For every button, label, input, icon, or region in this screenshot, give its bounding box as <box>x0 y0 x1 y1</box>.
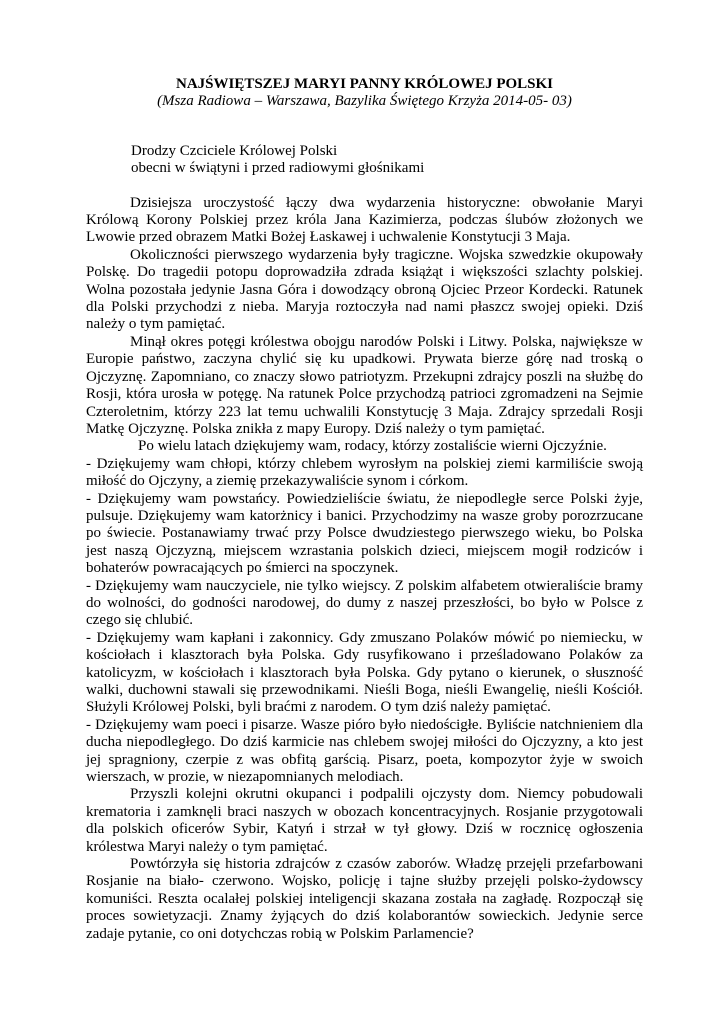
paragraph-traitors: Powtórzyła się historia zdrajców z czasów zaborów. Władzę przejęli przefarbowani Rosjanie na biało- czerwono. Wojsko, policję i tajne służby przejęli polsko-żydowscy komuniści. Reszta ocalałej polskiej inteligencji skazana została na zagładę. Rozpoczął się proces sowietyzacji. Znamy żyjących do dziś kolaborantów sowieckich. Jedynie serce zadaje pytanie, co oni dotychczas robią w Polskim Parlamencie? <box>86 856 643 942</box>
paragraph-thanks-insurgents: - Dziękujemy wam powstańcy. Powiedzieliście światu, że niepodległe serce Polski żyje, pulsuje. Dziękujemy wam katorżnicy i banici. Przychodzimy na wasze groby porozrzucane po świecie. Postanawiamy trwać przy Polsce dwudziestego pierwszego wieku, bo Polska jest naszą Ojczyzną, miejscem wzrastania polskich dzieci, miejscem mogił rodziców i bohaterów powracających po śmierci na spoczynek. <box>86 490 643 577</box>
document-page <box>86 76 643 943</box>
paragraph-thanks-peasants: - Dziękujemy wam chłopi, którzy chlebem wyrosłym na polskiej ziemi karmiliście swoją miłość do Ojczyny, a ziemię przekazywaliście synom i córkom. <box>86 455 643 490</box>
paragraph-thanks-teachers: - Dziękujemy wam nauczyciele, nie tylko wiejscy. Z polskim alfabetem otwieraliście bramy do wolności, do godności narodowej, do dumy z naszej przeszłości, bo było w Polsce z czego się chlubić. <box>86 577 643 629</box>
greeting-line-2: obecni w świątyni i przed radiowymi głośnikami <box>131 160 425 177</box>
paragraph-occupants: Przyszli kolejni okrutni okupanci i podpalili ojczysty dom. Niemcy pobudowali krematoria i zamknęli braci naszych w obozach koncentracyjnych. Rosjanie przygotowali dla polskich oficerów Sybir, Katyń i strzał w tył głowy. Dziś w rocznicę ogłoszenia królestwa Maryi należy o tym pamiętać. <box>86 786 643 855</box>
paragraph-second-event: Minął okres potęgi królestwa obojgu narodów Polski i Litwy. Polska, największe w Europie państwo, zaczyna chylić się ku upadkowi. Prywata bierze górę nad troską o Ojczyznę. Zapomniano, co znaczy słowo patriotyzm. Przekupni zdrajcy poszli na służbę do Rosji, która urosła w potęgę. Na ratunek Polce przychodzą patrioci zgromadzeni na Sejmie Czteroletnim, którzy 223 lat temu uchwalili Konstytucję 3 Maja. Zdrajcy sprzedali Rosji Matkę Ojczyznę. Polska znikła z mapy Europy. Dziś należy o tym pamiętać. <box>86 333 643 437</box>
paragraph-thanks-intro: Po wielu latach dziękujemy wam, rodacy, którzy zostaliście wierni Ojczyźnie. <box>138 438 607 455</box>
paragraph-first-event: Okoliczności pierwszego wydarzenia były tragiczne. Wojska szwedzkie okupowały Polskę. Do tragedii potopu doprowadziła zdrada książąt i większości szlachty polskiej. Wolna pozostała jedynie Jasna Góra i dowodzący obroną Ojciec Przeor Kordecki. Ratunek dla Polski przychodzi z nieba. Maryja roztoczyła nad nami płaszcz swojej opieki. Dziś należy o tym pamiętać. <box>86 246 643 333</box>
document-title: NAJŚWIĘTSZEJ MARYI PANNY KRÓLOWEJ POLSKI <box>175 76 554 92</box>
greeting-line-1: Drodzy Czciciele Królowej Polski <box>131 142 338 159</box>
paragraph-thanks-poets: - Dziękujemy wam poeci i pisarze. Wasze pióro było niedościgłe. Byliście natchnieniem dla ducha niepodległego. Do dziś karmicie nas chlebem swojej miłości do Ojczyzny, a kto jest jej spragniony, czerpie z was obfitą garścią. Pisarz, poeta, kompozytor żyje w swoich wierszach, w prozie, w niezapomnianych melodiach. <box>86 716 643 786</box>
document-subtitle: (Msza Radiowa – Warszawa, Bazylika Świętego Krzyża 2014-05- 03) <box>157 93 572 110</box>
paragraph-intro: Dzisiejsza uroczystość łączy dwa wydarzenia historyczne: obwołanie Maryi Królową Korony Polskiej przez króla Jana Kazimierza, podczas ślubów złożonych we Lwowie przed obrazem Matki Bożej Łaskawej i uchwalenie Konstytucji 3 Maja. <box>86 194 643 246</box>
paragraph-thanks-priests: - Dziękujemy wam kapłani i zakonnicy. Gdy zmuszano Polaków mówić po niemiecku, w kościołach i klasztorach była Polska. Gdy rusyfikowano i prześladowano Polaków za katolicyzm, w kościołach i klasztorach była Polska. Gdy pytano o kierunek, o słuszność walki, duchowni stawali się przewodnikami. Nieśli Boga, nieśli Ewangelię, nieśli Kościół. Służyli Królowej Polski, byli braćmi z narodem. O tym dziś należy pamiętać. <box>86 629 643 716</box>
